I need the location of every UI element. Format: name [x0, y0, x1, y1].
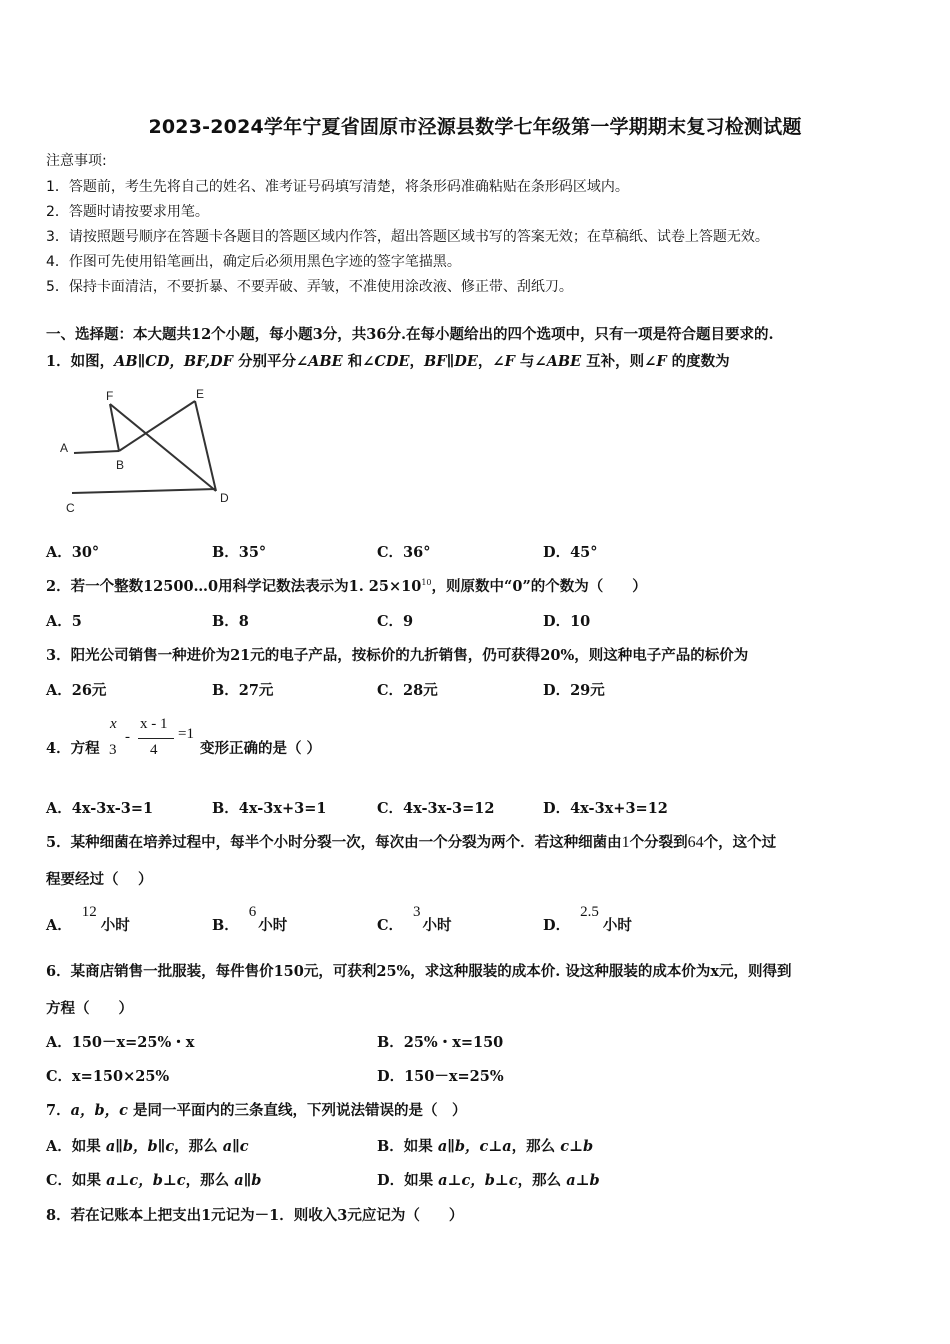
- notice-item-3: 3．请按照题号顺序在答题卡各题目的答题区域内作答，超出答题区域书写的答案无效；在草稿纸、试卷上答题无效。: [46, 229, 769, 245]
- label-B: B: [116, 458, 125, 472]
- q5-option-b[interactable]: B．6小时: [212, 904, 288, 934]
- q2-option-a[interactable]: A．5: [46, 613, 82, 630]
- q6-option-c[interactable]: C．x=150×25%: [46, 1068, 170, 1085]
- question-6-stem-line1: 6．某商店销售一批服装，每件售价150元，可获利25%，求这种服装的成本价. 设这种服装的成本价为x元，则得到: [46, 963, 792, 980]
- frac1-numerator: x: [110, 716, 117, 732]
- label-D: D: [220, 491, 229, 505]
- q3-option-b[interactable]: B．27元: [212, 682, 274, 699]
- label-F: F: [106, 389, 114, 403]
- q7-option-b[interactable]: B．如果 a∥b，c⊥a，那么 c⊥b: [377, 1138, 594, 1155]
- q5-option-c[interactable]: C．3小时: [377, 904, 452, 934]
- label-A: A: [60, 441, 69, 455]
- q4-option-d[interactable]: D．4x-3x+3=12: [543, 800, 668, 817]
- q6-option-d[interactable]: D．150－x=25%: [377, 1068, 504, 1085]
- question-4-stem-end: 变形正确的是（ ）: [200, 740, 322, 757]
- q1-option-d[interactable]: D．45°: [543, 544, 598, 561]
- question-5-stem-line2: 程要经过（ ）: [46, 871, 153, 888]
- question-5-stem-line1: 5．某种细菌在培养过程中，每半个小时分裂一次，每次由一个分裂为两个．若这种细菌由1个分裂到64个，这个过: [46, 834, 777, 851]
- q3-option-a[interactable]: A．26元: [46, 682, 107, 699]
- question-2-stem: 2．若一个整数12500…0用科学记数法表示为1. $25\times 10^{10}$，则原数中“0”的个数为（ ）: [46, 578, 647, 595]
- q7-option-a[interactable]: A．如果 a∥b，b∥c，那么 a∥c: [46, 1138, 249, 1155]
- q5-option-d[interactable]: D．2.5小时: [543, 904, 632, 934]
- q5-option-a[interactable]: A．12小时: [46, 904, 130, 934]
- q2-option-d[interactable]: D．10: [543, 613, 591, 630]
- label-C: C: [66, 501, 75, 515]
- section-heading: 一、选择题：本大题共12个小题，每小题3分，共36分.在每小题给出的四个选项中，只有一项是符合题目要求的.: [46, 326, 774, 343]
- question-1-stem: 1．如图，AB∥CD，BF,DF 分别平分∠ABE 和∠CDE，BF∥DE，∠F 与∠ABE 互补，则∠F 的度数为: [46, 353, 730, 370]
- notice-item-2: 2．答题时请按要求用笔。: [46, 204, 209, 220]
- q6-option-a[interactable]: A．150－x=25%・x: [46, 1034, 195, 1051]
- frac2-bar: [138, 738, 174, 739]
- notice-heading: 注意事项:: [46, 153, 107, 169]
- q4-option-c[interactable]: C．4x-3x-3=12: [377, 800, 495, 817]
- notice-item-1: 1．答题前，考生先将自己的姓名、准考证号码填写清楚，将条形码准确粘贴在条形码区域内。: [46, 179, 629, 195]
- question-4-label: 4．方程: [46, 740, 100, 757]
- question-6-stem-line2: 方程（ ）: [46, 1000, 133, 1017]
- q4-option-b[interactable]: B．4x-3x+3=1: [212, 800, 327, 817]
- frac1-denominator: 3: [109, 742, 117, 758]
- q1-option-b[interactable]: B．35°: [212, 544, 267, 561]
- question-1-figure: [52, 380, 252, 520]
- q7-option-d[interactable]: D．如果 a⊥c，b⊥c，那么 a⊥b: [377, 1172, 600, 1189]
- frac2-numerator: x - 1: [140, 716, 168, 732]
- q1-option-a[interactable]: A．30°: [46, 544, 100, 561]
- notice-item-4: 4．作图可先使用铅笔画出，确定后必须用黑色字迹的签字笔描黑。: [46, 254, 461, 270]
- q3-option-c[interactable]: C．28元: [377, 682, 438, 699]
- q3-option-d[interactable]: D．29元: [543, 682, 605, 699]
- equals-one: =1: [178, 726, 194, 742]
- q1-option-c[interactable]: C．36°: [377, 544, 431, 561]
- question-8-stem: 8．若在记账本上把支出1元记为－1．则收入3元应记为（ ）: [46, 1207, 464, 1224]
- page-title: 2023-2024学年宁夏省固原市泾源县数学七年级第一学期期末复习检测试题: [148, 116, 802, 138]
- question-7-stem: 7．a，b，c 是同一平面内的三条直线，下列说法错误的是（ ）: [46, 1102, 467, 1119]
- minus-sign: -: [125, 729, 130, 745]
- notice-item-5: 5．保持卡面清洁，不要折暴、不要弄破、弄皱，不准使用涂改液、修正带、刮纸刀。: [46, 279, 573, 295]
- q2-option-b[interactable]: B．8: [212, 613, 249, 630]
- frac2-denominator: 4: [150, 742, 158, 758]
- q4-option-a[interactable]: A．4x-3x-3=1: [46, 800, 154, 817]
- q7-option-c[interactable]: C．如果 a⊥c，b⊥c，那么 a∥b: [46, 1172, 262, 1189]
- question-3-stem: 3．阳光公司销售一种进价为21元的电子产品，按标价的九折销售，仍可获得20%，则这种电子产品的标价为: [46, 647, 749, 664]
- q2-option-c[interactable]: C．9: [377, 613, 414, 630]
- label-E: E: [196, 387, 205, 401]
- q6-option-b[interactable]: B．25%・x=150: [377, 1034, 504, 1051]
